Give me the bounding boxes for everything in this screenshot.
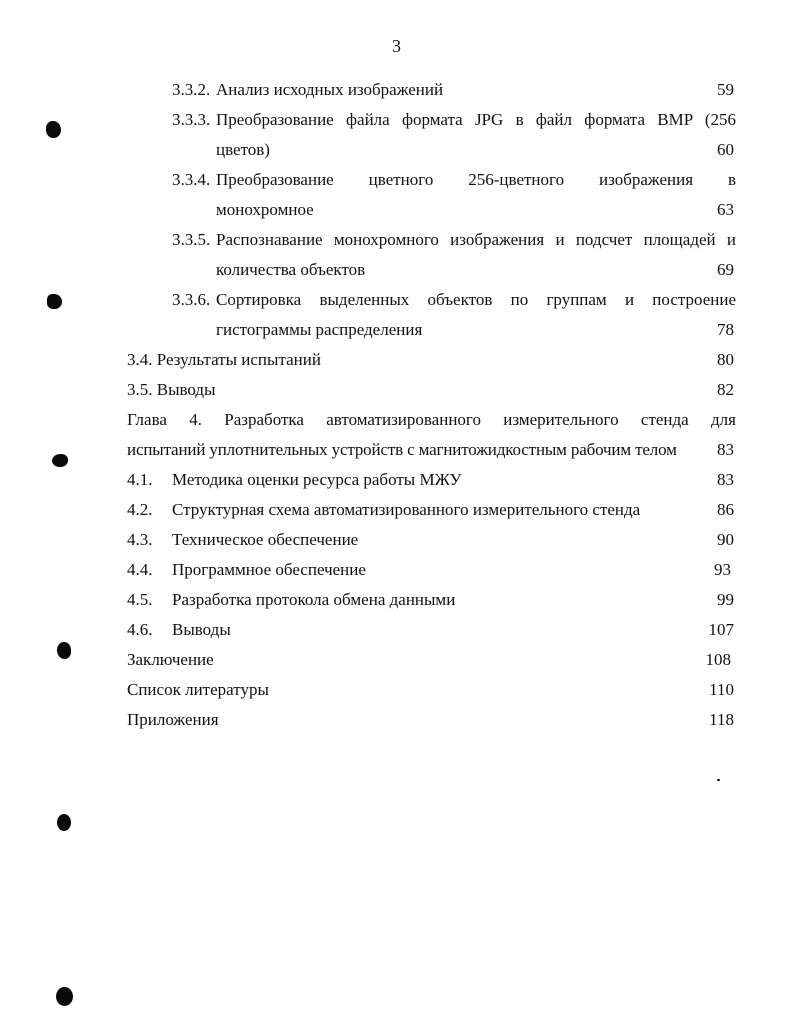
toc-entry-number: 4.3. bbox=[127, 530, 153, 549]
toc-entry-page: 83 bbox=[717, 440, 734, 459]
toc-entry-title: 3.4. Результаты испытаний bbox=[127, 350, 321, 369]
toc-entry-title-line2: монохромное bbox=[216, 200, 314, 219]
toc-entry-number: 4.6. bbox=[127, 620, 153, 639]
toc-entry-4-6 bbox=[127, 618, 736, 642]
toc-entry-references bbox=[127, 678, 736, 702]
toc-entry-title-line2: количества объектов bbox=[216, 260, 366, 279]
toc-entry-page: 90 bbox=[717, 530, 734, 549]
toc-chapter-title-line1: Глава 4. Разработка автоматизированного измерительного стенда для bbox=[127, 410, 736, 429]
toc-entry-3-5 bbox=[127, 378, 736, 402]
toc-entry-page: 83 bbox=[717, 470, 734, 489]
toc-entry-page: 93 bbox=[714, 560, 731, 579]
toc-entry-page: 86 bbox=[717, 500, 734, 519]
scan-blot-mark bbox=[56, 987, 73, 1006]
toc-chapter-4 bbox=[127, 408, 736, 432]
scan-blot-mark bbox=[52, 454, 68, 467]
toc-entry-appendices bbox=[127, 708, 736, 732]
toc-entry-title-line2: гистограммы распределения bbox=[216, 320, 423, 339]
toc-entry-3-3-2 bbox=[172, 78, 736, 102]
toc-entry-title-line1: Преобразование цветного 256-цветного изображения в bbox=[216, 170, 736, 189]
toc-entry-number: 4.5. bbox=[127, 590, 153, 609]
scan-blot-mark bbox=[57, 642, 71, 659]
scan-blot-mark bbox=[46, 121, 61, 138]
toc-entry-title: Заключение bbox=[127, 650, 214, 669]
scan-blot-mark bbox=[57, 814, 71, 831]
toc-chapter-title-line2: испытаний уплотнительных устройств с магнитожидкостным рабочим телом bbox=[127, 440, 677, 459]
toc-entry-3-3-4 bbox=[172, 168, 736, 192]
toc-entry-page: 108 bbox=[705, 650, 731, 669]
toc-entry-title: 3.5. Выводы bbox=[127, 380, 216, 399]
toc-entry-page: 82 bbox=[717, 380, 734, 399]
toc-entry-title: Методика оценки ресурса работы МЖУ bbox=[172, 470, 462, 489]
toc-entry-3-3-6 bbox=[172, 288, 736, 312]
toc-entry-3-4 bbox=[127, 348, 736, 372]
toc-entry-title: Структурная схема автоматизированного измерительного стенда bbox=[172, 500, 641, 519]
toc-entry-3-3-6-cont bbox=[216, 318, 736, 342]
toc-chapter-4-cont bbox=[127, 438, 736, 462]
toc-entry-number: 3.3.6. bbox=[172, 290, 211, 309]
toc-entry-page: 59 bbox=[717, 80, 734, 99]
toc-entry-title: Программное обеспечение bbox=[172, 560, 366, 579]
page-number: 3 bbox=[392, 36, 401, 56]
toc-entry-3-3-3-cont bbox=[216, 138, 736, 162]
toc-entry-4-5 bbox=[127, 588, 736, 612]
toc-entry-conclusion bbox=[127, 648, 736, 672]
toc-entry-title-line2: цветов) bbox=[216, 140, 270, 159]
scan-blot-mark bbox=[47, 294, 62, 309]
toc-entry-3-3-4-cont bbox=[216, 198, 736, 222]
toc-entry-page: 69 bbox=[717, 260, 734, 279]
toc-entry-number: 3.3.3. bbox=[172, 110, 211, 129]
toc-entry-page: 107 bbox=[708, 620, 734, 639]
toc-entry-page: 110 bbox=[709, 680, 734, 699]
toc-entry-3-3-5 bbox=[172, 228, 736, 252]
toc-entry-title-line1: Преобразование файла формата JPG в файл формата BMP (256 bbox=[216, 110, 736, 129]
toc-entry-4-1 bbox=[127, 468, 736, 492]
toc-entry-page: 63 bbox=[717, 200, 734, 219]
toc-entry-3-3-3 bbox=[172, 108, 736, 132]
toc-entry-title: Разработка протокола обмена данными bbox=[172, 590, 456, 609]
toc-entry-page: 80 bbox=[717, 350, 734, 369]
toc-entry-page: 78 bbox=[717, 320, 734, 339]
toc-entry-title: Анализ исходных изображений bbox=[216, 80, 444, 99]
toc-entry-number: 4.2. bbox=[127, 500, 153, 519]
toc-entry-4-3 bbox=[127, 528, 736, 552]
toc-entry-page: 118 bbox=[709, 710, 734, 729]
toc-entry-number: 3.3.4. bbox=[172, 170, 211, 189]
toc-entry-number: 4.4. bbox=[127, 560, 153, 579]
toc-entry-title-line1: Сортировка выделенных объектов по группам и построение bbox=[216, 290, 736, 309]
toc-entry-3-3-5-cont bbox=[216, 258, 736, 282]
toc-entry-title: Список литературы bbox=[127, 680, 269, 699]
toc-entry-number: 3.3.5. bbox=[172, 230, 211, 249]
toc-entry-number: 3.3.2. bbox=[172, 80, 211, 99]
toc-entry-number: 4.1. bbox=[127, 470, 153, 489]
toc-entry-page: 99 bbox=[717, 590, 734, 609]
scan-speck-mark bbox=[717, 779, 720, 781]
toc-entry-4-4 bbox=[127, 558, 736, 582]
toc-entry-title: Техническое обеспечение bbox=[172, 530, 359, 549]
toc-entry-4-2 bbox=[127, 498, 736, 522]
toc-entry-title: Приложения bbox=[127, 710, 219, 729]
toc-entry-title: Выводы bbox=[172, 620, 231, 639]
toc-entry-title-line1: Распознавание монохромного изображения и подсчет площадей и bbox=[216, 230, 736, 249]
toc-entry-page: 60 bbox=[717, 140, 734, 159]
